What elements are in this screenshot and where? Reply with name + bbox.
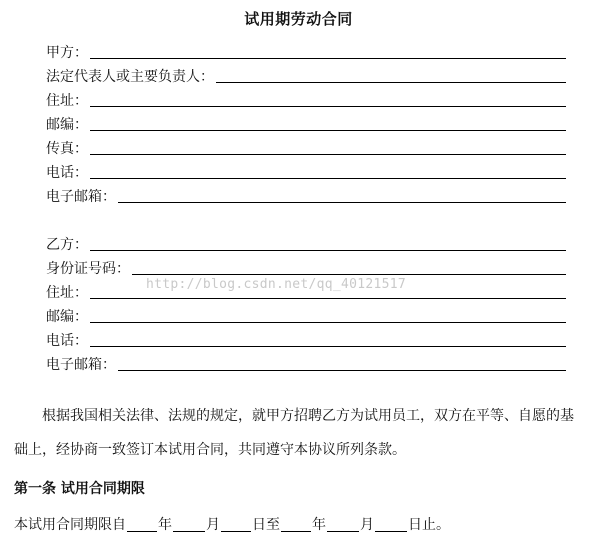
party-a-address-field bbox=[46, 90, 566, 110]
field-label: 住址： bbox=[46, 285, 88, 301]
period-prefix: 本试用合同期限自 bbox=[14, 517, 126, 533]
fill-in-line bbox=[221, 517, 251, 532]
fill-in-line bbox=[118, 188, 566, 203]
fill-in-line bbox=[132, 260, 566, 275]
party-b-id-number-field bbox=[46, 258, 566, 278]
field-label: 邮编： bbox=[46, 117, 88, 133]
fill-in-line bbox=[90, 332, 566, 347]
field-label: 甲方： bbox=[46, 45, 88, 61]
period-month-2: 月 bbox=[360, 517, 374, 533]
period-day-1: 日至 bbox=[252, 517, 280, 533]
fill-in-line bbox=[118, 356, 566, 371]
field-label: 电子邮箱： bbox=[46, 357, 116, 373]
party-b-postcode-field bbox=[46, 306, 566, 326]
fill-in-line bbox=[90, 140, 566, 155]
party-a-postcode-field bbox=[46, 114, 566, 134]
period-day-2: 日止。 bbox=[408, 517, 450, 533]
party-a-fax-field bbox=[46, 138, 566, 158]
fill-in-line bbox=[90, 236, 566, 251]
field-label: 电子邮箱： bbox=[46, 189, 116, 205]
fill-in-line bbox=[127, 517, 157, 532]
fill-in-line bbox=[90, 116, 566, 131]
fill-in-line bbox=[281, 517, 311, 532]
intro-paragraph: 根据我国相关法律、法规的规定，就甲方招聘乙方为试用员工，双方在平等、自愿的基础上，经协商一致签订本试用合同，共同遵守本协议所列条款。 bbox=[14, 408, 574, 458]
party-a-legal-rep-field bbox=[46, 66, 566, 86]
article-heading: 第一条 试用合同期限 bbox=[14, 481, 145, 497]
field-label: 邮编： bbox=[46, 309, 88, 325]
field-label: 乙方： bbox=[46, 237, 88, 253]
field-label: 身份证号码： bbox=[46, 261, 130, 277]
period-year-1: 年 bbox=[158, 517, 172, 533]
watermark: http://blog.csdn.net/qq_40121517 bbox=[146, 277, 407, 292]
fill-in-line bbox=[90, 164, 566, 179]
contract-title: 试用期劳动合同 bbox=[244, 10, 353, 28]
party-b-name-field bbox=[46, 234, 566, 254]
field-label: 传真： bbox=[46, 141, 88, 157]
fill-in-line bbox=[327, 517, 359, 532]
fill-in-line bbox=[173, 517, 205, 532]
field-label: 住址： bbox=[46, 93, 88, 109]
fill-in-line bbox=[216, 68, 566, 83]
period-year-2: 年 bbox=[312, 517, 326, 533]
field-label: 电话： bbox=[46, 333, 88, 349]
party-b-email-field bbox=[46, 354, 566, 374]
field-label: 电话： bbox=[46, 165, 88, 181]
party-a-name-field bbox=[46, 42, 566, 62]
fill-in-line bbox=[90, 44, 566, 59]
fill-in-line bbox=[90, 92, 566, 107]
party-a-phone-field bbox=[46, 162, 566, 182]
fill-in-line bbox=[90, 308, 566, 323]
party-a-email-field bbox=[46, 186, 566, 206]
contract-period-line bbox=[14, 514, 450, 534]
period-month-1: 月 bbox=[206, 517, 220, 533]
fill-in-line bbox=[375, 517, 407, 532]
field-label: 法定代表人或主要负责人： bbox=[46, 69, 214, 85]
party-b-phone-field bbox=[46, 330, 566, 350]
